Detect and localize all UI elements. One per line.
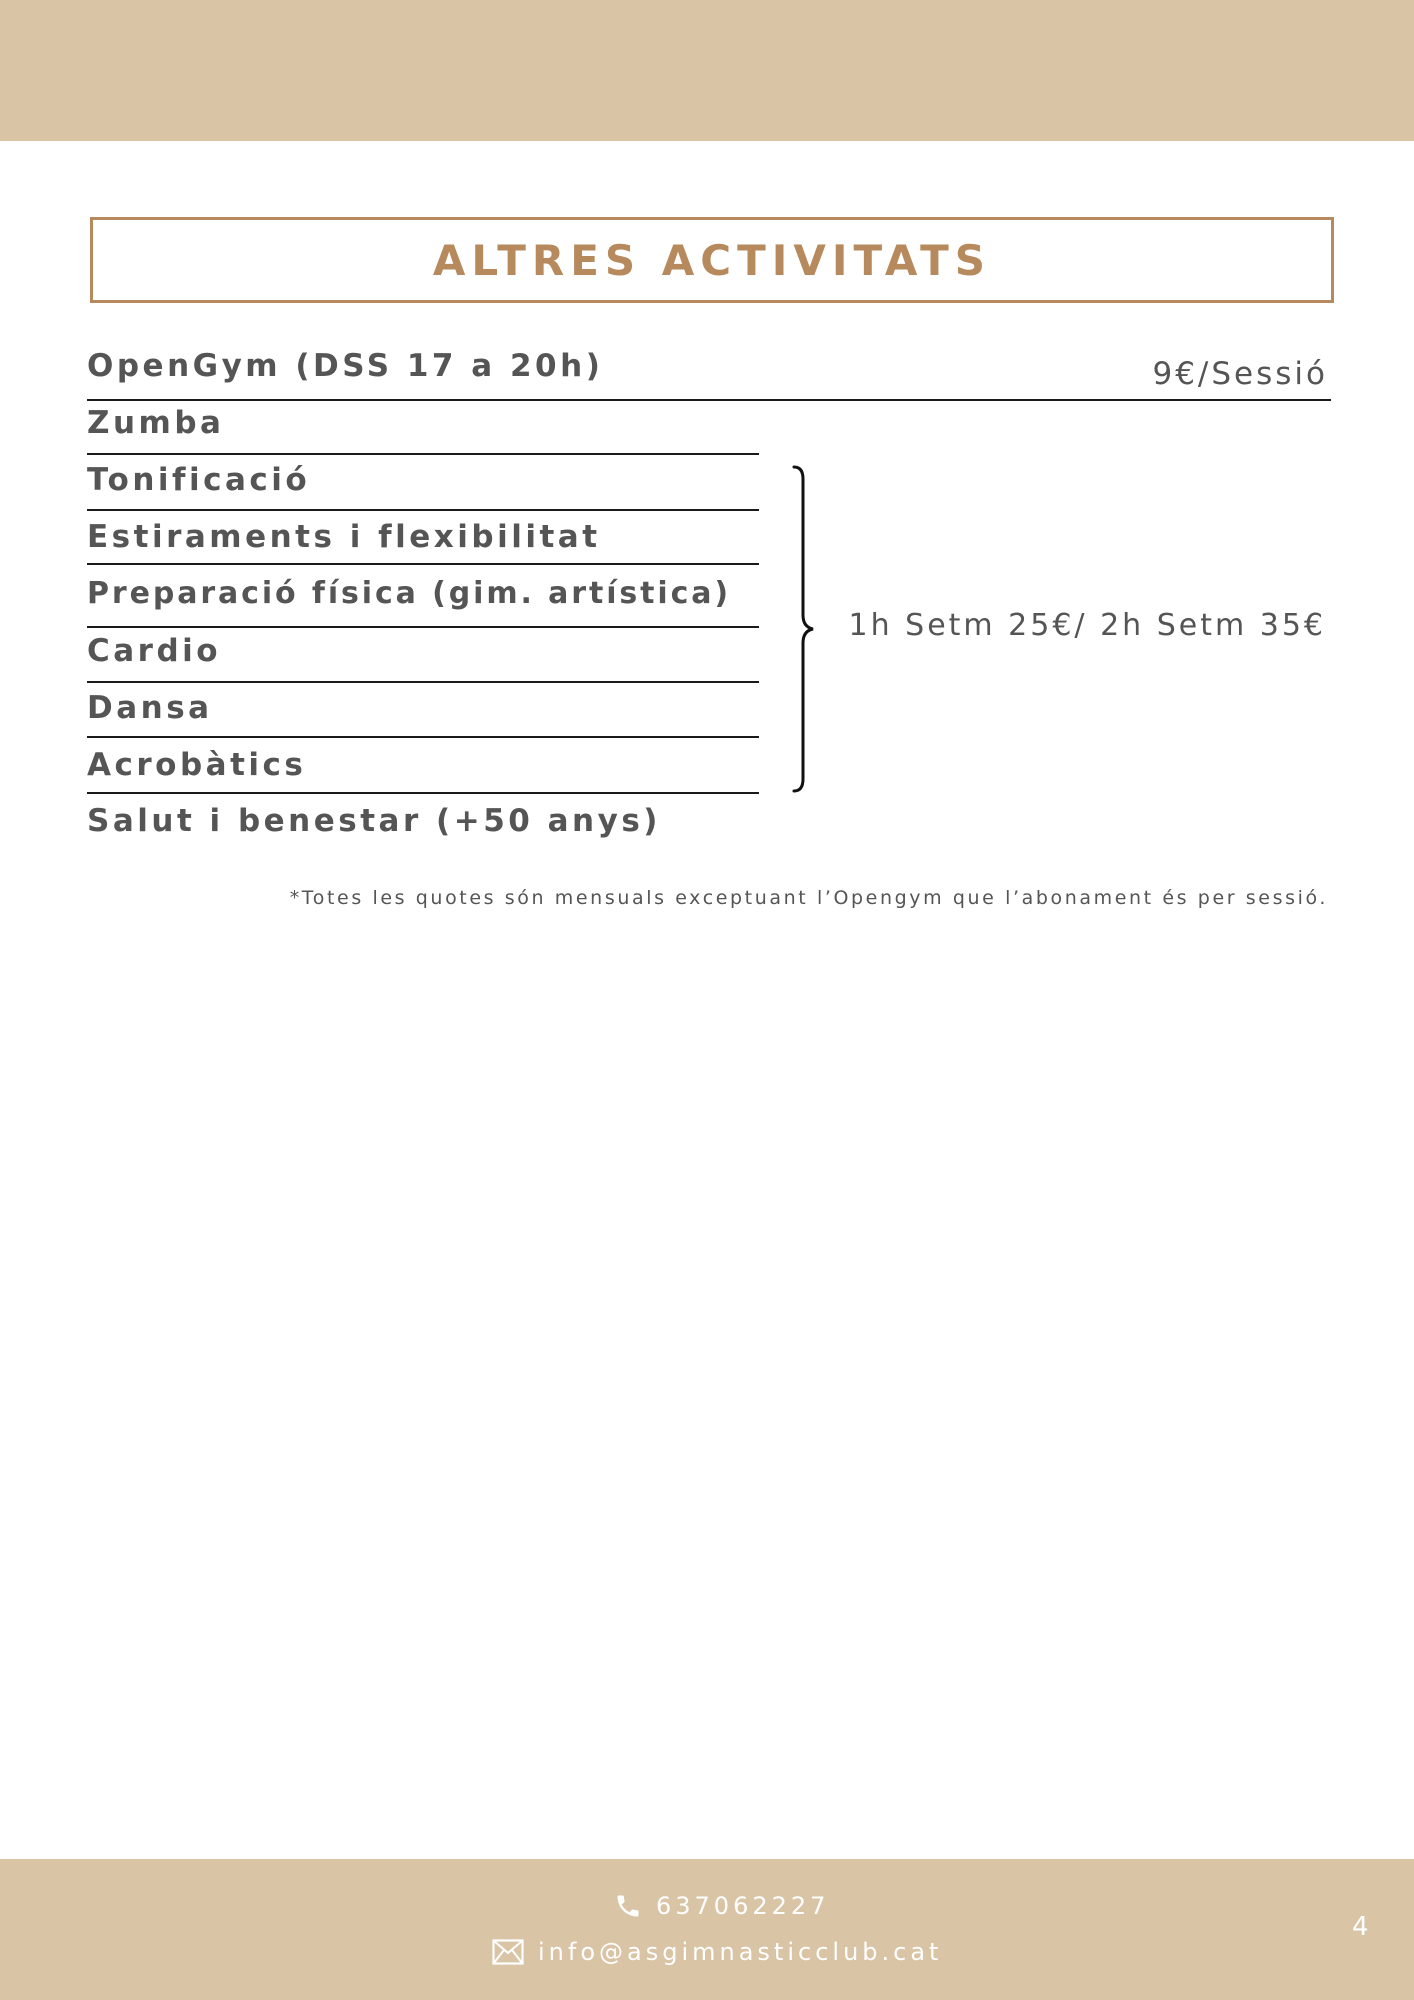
divider-line <box>87 563 759 565</box>
activity-opengym: OpenGym (DSS 17 a 20h) <box>87 348 604 384</box>
activity-salut-benestar: Salut i benestar (+50 anys) <box>87 803 661 839</box>
contact-email[interactable] <box>492 1938 942 1966</box>
divider-line <box>87 792 759 794</box>
envelope-icon <box>492 1939 524 1965</box>
title-box <box>90 217 1334 303</box>
activity-acrobatics: Acrobàtics <box>87 747 307 783</box>
phone-icon <box>614 1892 642 1920</box>
phone-number: 637062227 <box>656 1892 830 1920</box>
price-opengym: 9€/Sessió <box>1152 356 1328 392</box>
activity-tonificacio: Tonificació <box>87 462 311 498</box>
divider-line <box>87 453 759 455</box>
activity-cardio: Cardio <box>87 633 222 669</box>
activity-dansa: Dansa <box>87 690 213 726</box>
divider-line <box>87 626 759 628</box>
activity-preparacio-fisica: Preparació física (gim. artística) <box>87 576 732 611</box>
footer-band <box>0 1859 1414 2000</box>
email-address: info@asgimnasticclub.cat <box>538 1938 943 1966</box>
divider-line <box>87 736 759 738</box>
divider-line <box>87 681 759 683</box>
page-number: 4 <box>1352 1912 1369 1942</box>
right-curly-brace <box>790 465 820 793</box>
footnote: *Totes les quotes són mensuals exceptuant l’Opengym que l’abonament és per sessió. <box>289 887 1328 909</box>
page-title: ALTRES ACTIVITATS <box>432 235 992 285</box>
header-band <box>0 0 1414 141</box>
contact-phone[interactable] <box>614 1892 829 1920</box>
divider-line <box>87 399 1331 401</box>
divider-line <box>87 509 759 511</box>
activity-estiraments: Estiraments i flexibilitat <box>87 519 601 555</box>
price-group: 1h Setm 25€/ 2h Setm 35€ <box>848 608 1326 643</box>
activity-zumba: Zumba <box>87 405 225 441</box>
